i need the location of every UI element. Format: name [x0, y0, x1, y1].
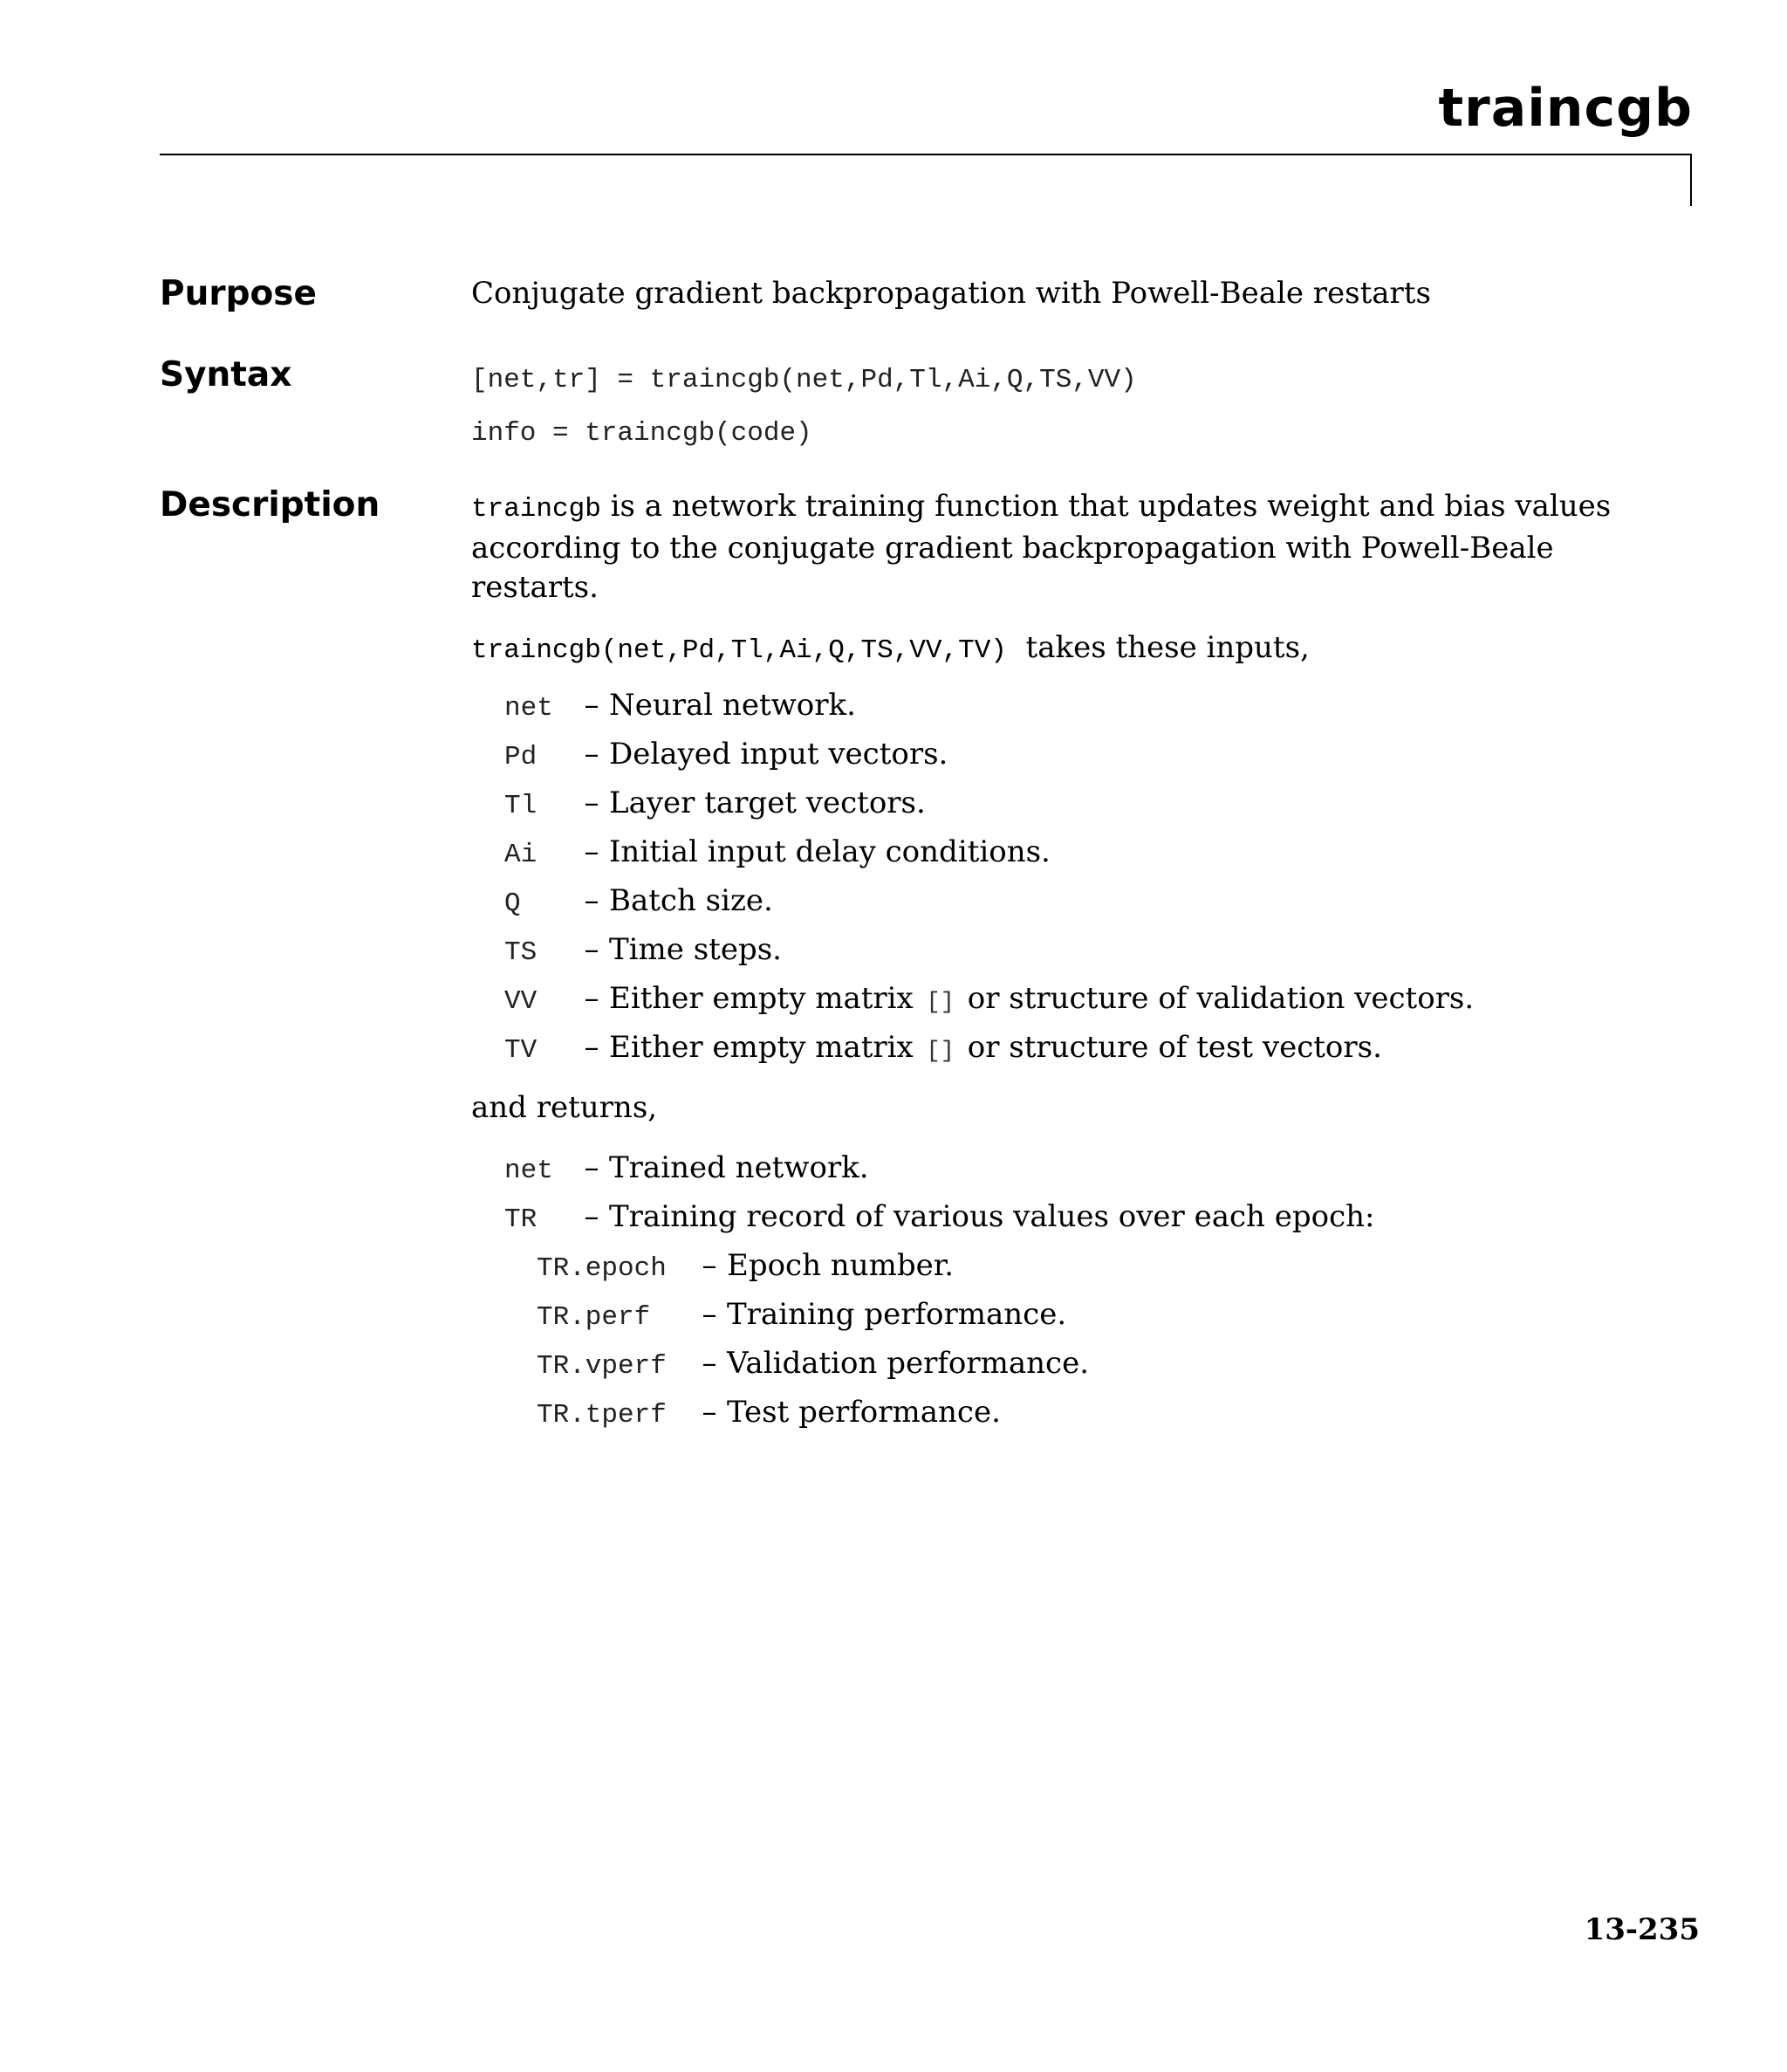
purpose-label: Purpose	[160, 274, 317, 313]
arg-desc: Initial input delay conditions.	[609, 834, 1051, 869]
syntax-line-1: [net,tr] = traincgb(net,Pd,Tl,Ai,Q,TS,VV)	[471, 365, 1137, 395]
output-arg-row	[504, 1199, 1375, 1243]
arg-desc: Layer target vectors.	[609, 786, 926, 820]
arg-dash: –	[702, 1248, 717, 1283]
tr-field-desc: Validation performance.	[727, 1346, 1090, 1381]
arg-desc	[609, 981, 1474, 1016]
arg-desc: Neural network.	[609, 688, 856, 723]
arg-name: Tl	[504, 791, 537, 821]
tr-field-name: TR.tperf	[537, 1400, 667, 1431]
tr-field-desc: Training performance.	[727, 1297, 1067, 1332]
arg-dash: –	[584, 883, 599, 918]
tr-field-row	[537, 1395, 1001, 1438]
title-rule-tick	[1690, 154, 1692, 206]
input-arg-row	[504, 981, 1474, 1025]
arg-name: TR	[504, 1204, 537, 1235]
arg-desc: Delayed input vectors.	[609, 737, 948, 772]
syntax-line-2: info = traincgb(code)	[471, 418, 812, 449]
arg-desc-post: or structure of validation vectors.	[967, 981, 1475, 1016]
arg-dash: –	[584, 932, 599, 967]
arg-name: TS	[504, 937, 537, 968]
tr-field-row	[537, 1248, 954, 1292]
tr-field-row	[537, 1297, 1066, 1341]
arg-desc: Trained network.	[609, 1150, 869, 1185]
arg-desc: Batch size.	[609, 883, 773, 918]
input-arg-row	[504, 737, 948, 780]
tr-field-name: TR.epoch	[537, 1253, 667, 1284]
description-intro	[471, 487, 1640, 607]
tr-field-name: TR.vperf	[537, 1351, 667, 1382]
arg-dash: –	[702, 1395, 717, 1430]
description-intro-line-2: according to the conjugate gradient backpropagation with Powell-Beale	[471, 531, 1554, 566]
call-signature-code: traincgb(net,Pd,Tl,Ai,Q,TS,VV,TV)	[471, 635, 1007, 666]
tr-field-desc: Test performance.	[727, 1395, 1001, 1430]
arg-dash: –	[584, 1150, 599, 1185]
arg-desc-post: or structure of test vectors.	[967, 1030, 1382, 1065]
arg-dash: –	[584, 1199, 599, 1234]
arg-desc-pre: Either empty matrix	[609, 1030, 914, 1065]
page-title: traincgb	[1438, 78, 1693, 139]
input-arg-row	[504, 883, 773, 927]
returns-text: and returns,	[471, 1090, 658, 1125]
tr-field-row	[537, 1346, 1089, 1389]
arg-dash: –	[584, 1030, 599, 1065]
arg-dash: –	[584, 737, 599, 772]
arg-desc: Time steps.	[609, 932, 782, 967]
arg-name: TV	[504, 1035, 537, 1066]
empty-matrix-code: []	[926, 1039, 955, 1065]
arg-dash: –	[584, 834, 599, 869]
input-arg-row	[504, 834, 1051, 878]
input-arg-row	[504, 786, 926, 829]
call-signature-text: takes these inputs,	[1025, 630, 1310, 665]
arg-name: Q	[504, 888, 521, 919]
arg-name: net	[504, 1156, 553, 1186]
arg-dash: –	[702, 1346, 717, 1381]
arg-desc	[609, 1030, 1382, 1065]
description-intro-line-1	[471, 487, 1640, 529]
intro-text-1: is a network training function that updates weight and bias values	[610, 489, 1612, 524]
title-rule	[160, 154, 1692, 155]
description-label: Description	[160, 485, 380, 525]
arg-desc-pre: Either empty matrix	[609, 981, 914, 1016]
description-intro-line-3: restarts.	[471, 570, 599, 605]
empty-matrix-code: []	[926, 990, 955, 1016]
input-arg-row	[504, 932, 782, 976]
page-number: 13-235	[1584, 1912, 1700, 1947]
arg-name: VV	[504, 986, 537, 1017]
arg-name: Pd	[504, 742, 537, 772]
arg-dash: –	[702, 1297, 717, 1332]
arg-dash: –	[584, 688, 599, 723]
call-signature	[471, 628, 1640, 670]
tr-field-desc: Epoch number.	[727, 1248, 955, 1283]
arg-dash: –	[584, 786, 599, 820]
input-arg-row	[504, 1030, 1382, 1074]
output-arg-row	[504, 1150, 869, 1194]
function-name-code: traincgb	[471, 494, 601, 525]
arg-name: net	[504, 693, 553, 724]
arg-name: Ai	[504, 840, 537, 870]
arg-desc: Training record of various values over each epoch:	[609, 1199, 1375, 1234]
tr-field-name: TR.perf	[537, 1302, 651, 1333]
purpose-text: Conjugate gradient backpropagation with Powell-Beale restarts	[471, 276, 1431, 311]
input-arg-row	[504, 688, 856, 731]
arg-dash: –	[584, 981, 599, 1016]
syntax-label: Syntax	[160, 355, 292, 395]
